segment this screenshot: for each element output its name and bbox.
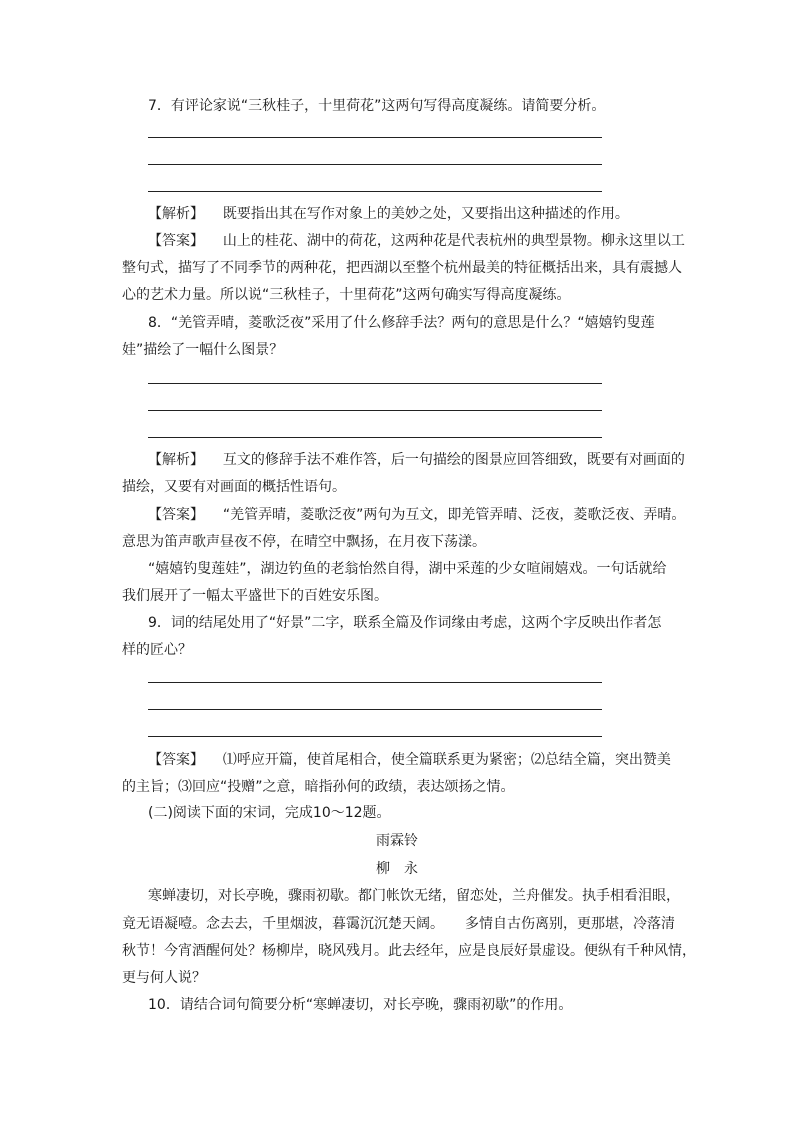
q8-answer-line: 我们展开了一幅太平盛世下的百姓安乐图。 bbox=[122, 588, 388, 604]
poem-line: 秋节！今宵酒醒何处？杨柳岸，晓风残月。此去经年，应是良辰好景虚设。便纵有千种风情， bbox=[122, 943, 696, 959]
answer-blank-line bbox=[148, 709, 602, 710]
answer-blank-line bbox=[148, 736, 602, 737]
answer-blank-line bbox=[148, 410, 602, 411]
answer-tag: 【答案】 bbox=[148, 507, 204, 523]
poem-title: 雨霖铃 bbox=[376, 833, 418, 849]
q8-answer-line: “嬉嬉钓叟莲娃”，湖边钓鱼的老翁怡然自得，湖中采莲的少女喧闹嬉戏。一句话就给 bbox=[148, 561, 667, 577]
answer-tag: 【答案】 bbox=[148, 233, 204, 249]
answer-text: 山上的桂花、湖中的荷花，这两种花是代表杭州的典型景物。柳永这里以工 bbox=[222, 233, 685, 249]
question-10: 10．请结合词句简要分析“寒蝉凄切，对长亭晚，骤雨初歇”的作用。 bbox=[148, 997, 573, 1013]
q8-answer bbox=[148, 505, 685, 525]
section-2-intro: (二)阅读下面的宋词，完成10～12题。 bbox=[148, 805, 391, 821]
question-7: 7．有评论家说“三秋桂子，十里荷花”这两句写得高度凝练。请简要分析。 bbox=[148, 98, 606, 114]
q7-analysis bbox=[148, 204, 629, 224]
answer-blank-line bbox=[148, 191, 602, 192]
poem-author: 柳 永 bbox=[376, 861, 418, 877]
answer-blank-line bbox=[148, 682, 602, 683]
answer-blank-line bbox=[148, 437, 602, 438]
analysis-tag: 【解析】 bbox=[148, 206, 204, 222]
answer-text: ⑴呼应开篇，使首尾相合，使全篇联系更为紧密；⑵总结全篇，突出赞美 bbox=[222, 752, 671, 768]
poem-line: 更与何人说？ bbox=[122, 970, 206, 986]
answer-tag: 【答案】 bbox=[148, 752, 204, 768]
question-8: 8．“羌管弄晴，菱歌泛夜”采用了什么修辞手法？两句的意思是什么？“嬉嬉钓叟莲 bbox=[148, 315, 655, 331]
analysis-tag: 【解析】 bbox=[148, 452, 204, 468]
q8-answer-line: 意思为笛声歌声昼夜不停，在晴空中飘扬，在月夜下荡漾。 bbox=[122, 534, 486, 550]
q9-answer bbox=[148, 750, 671, 770]
q7-answer-line: 整句式，描写了不同季节的两种花，把西湖以至整个杭州最美的特征概括出来，具有震撼人 bbox=[122, 260, 682, 276]
poem-line: 寒蝉凄切，对长亭晚，骤雨初歇。都门帐饮无绪，留恋处，兰舟催发。执手相看泪眼， bbox=[148, 888, 680, 904]
answer-text: “羌管弄晴，菱歌泛夜”两句为互文，即羌管弄晴、泛夜，菱歌泛夜、弄晴。 bbox=[222, 507, 686, 523]
q8-analysis-line: 描绘，又要有对画面的概括性语句。 bbox=[122, 479, 346, 495]
q9-answer-line: 的主旨；⑶回应“投赠”之意，暗指孙何的政绩，表达颂扬之情。 bbox=[122, 779, 515, 795]
analysis-text: 既要指出其在写作对象上的美妙之处，又要指出这种描述的作用。 bbox=[222, 206, 629, 222]
q8-analysis bbox=[148, 450, 685, 470]
poem-line: 竟无语凝噎。念去去，千里烟波，暮霭沉沉楚天阔。 多情自古伤离别，更那堪，冷落清 bbox=[122, 916, 675, 932]
q7-answer bbox=[148, 231, 685, 251]
question-9: 9．词的结尾处用了“好景”二字，联系全篇及作词缘由考虑，这两个字反映出作者怎 bbox=[148, 615, 662, 631]
answer-blank-line bbox=[148, 137, 602, 138]
question-8-cont: 娃”描绘了一幅什么图景？ bbox=[122, 342, 284, 358]
answer-blank-line bbox=[148, 164, 602, 165]
q7-answer-line: 心的艺术力量。所以说“三秋桂子，十里荷花”这两句确实写得高度凝练。 bbox=[122, 287, 571, 303]
question-9-cont: 样的匠心？ bbox=[122, 642, 192, 658]
answer-blank-line bbox=[148, 383, 602, 384]
analysis-text: 互文的修辞手法不难作答，后一句描绘的图景应回答细致，既要有对画面的 bbox=[222, 452, 685, 468]
